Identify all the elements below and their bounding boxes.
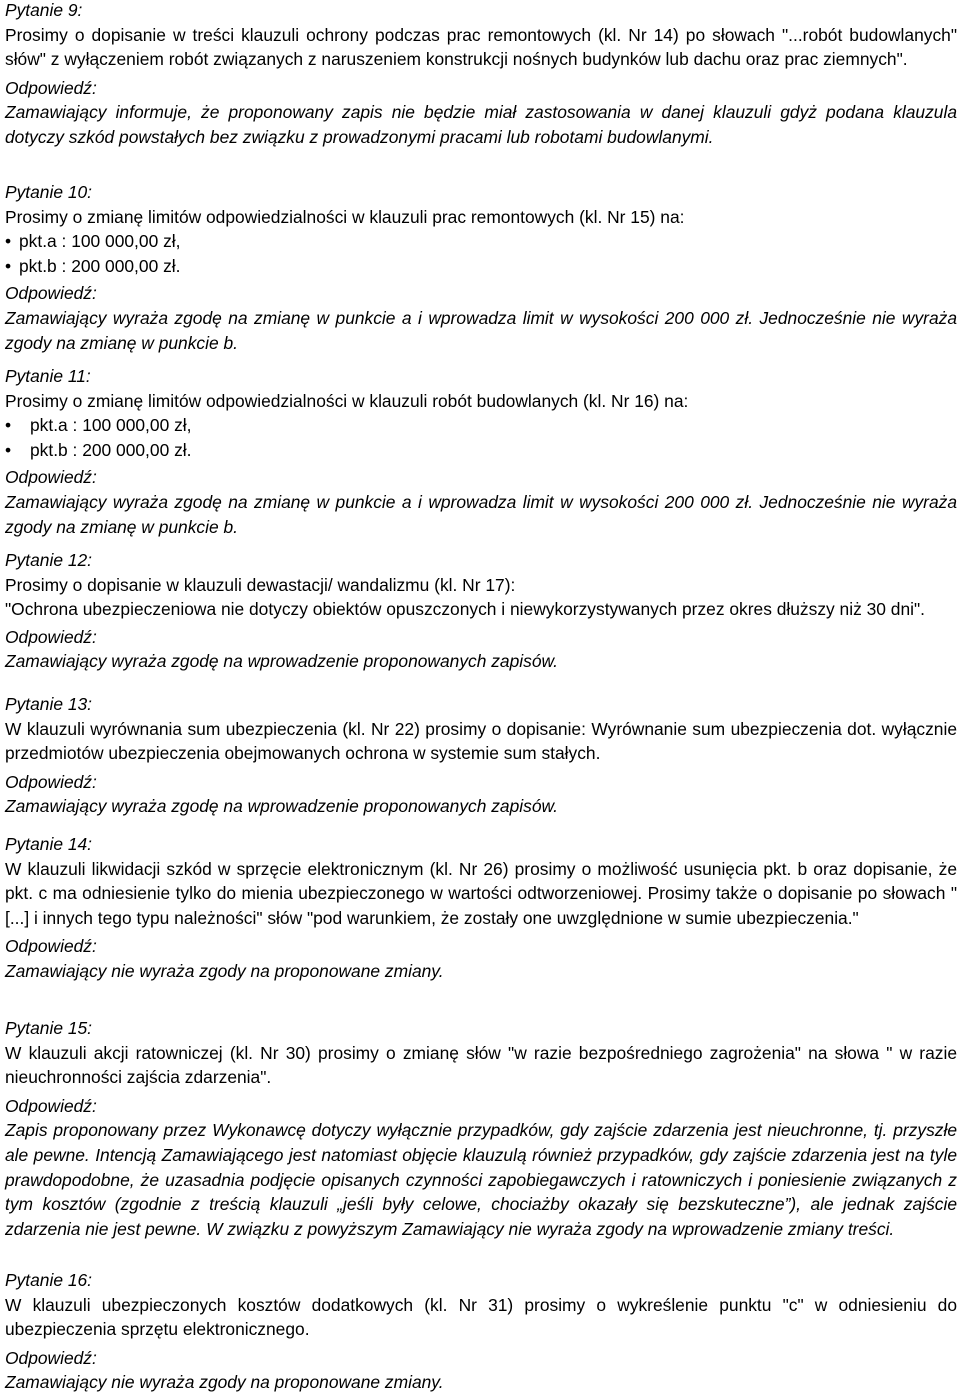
answer-label: Odpowiedź:: [5, 1095, 97, 1116]
answer-label: Odpowiedź:: [5, 771, 97, 792]
answer-text: Zamawiający nie wyraża zgody na proponowane zmiany.: [5, 960, 444, 981]
question-10: [5, 180, 957, 355]
question-13: [5, 692, 957, 819]
question-title: Pytanie 15:: [5, 1018, 93, 1038]
answer-label: Odpowiedź:: [5, 1347, 97, 1368]
answer-text: Zamawiający wyraża zgodę na wprowadzenie proponowanych zapisów.: [5, 651, 558, 672]
question-text: W klauzuli wyrównania sum ubezpieczenia (kl. Nr 22) prosimy o dopisanie: Wyrównanie sum ubezpieczenia dot. wyłącznie przedmiotów ubezpieczenia obejmowanych ochrona w systemie sum stałych.: [5, 718, 957, 764]
question-title: Pytanie 13:: [5, 694, 93, 714]
answer-label: Odpowiedź:: [5, 936, 97, 957]
limits-list: [5, 413, 957, 462]
question-11: [5, 364, 957, 539]
list-item: • pkt.a : 100 000,00 zł,: [5, 229, 957, 254]
question-14: [5, 832, 957, 984]
question-title: Pytanie 12:: [5, 550, 93, 570]
answer-text: Zamawiający nie wyraża zgody na proponowane zmiany.: [5, 1372, 444, 1393]
answer-label: Odpowiedź:: [5, 626, 97, 647]
list-item: • pkt.b : 200 000,00 zł.: [5, 438, 957, 463]
question-title: Pytanie 14:: [5, 834, 93, 854]
question-text: Prosimy o dopisanie w treści klauzuli ochrony podczas prac remontowych (kl. Nr 14) po słowach "...robót budowlanych" słów" z wyłączeniem robót związanych z naruszeniem konstrukcji nośnych budynków lub dachu oraz prac ziemnych".: [5, 24, 957, 70]
question-title: Pytanie 9:: [5, 0, 83, 20]
answer-label: Odpowiedź:: [5, 283, 97, 304]
question-9: [5, 0, 957, 150]
question-text: W klauzuli ubezpieczonych kosztów dodatkowych (kl. Nr 31) prosimy o wykreślenie punktu "c" w odniesieniu do ubezpieczenia sprzętu elektronicznego.: [5, 1294, 957, 1340]
answer-text: Zamawiający wyraża zgodę na zmianę w punkcie a i wprowadza limit w wysokości 200 000 zł. Jednocześnie nie wyraża zgody na zmianę w punkcie b.: [5, 307, 957, 353]
list-item: • pkt.b : 200 000,00 zł.: [5, 254, 957, 279]
list-item: • pkt.a : 100 000,00 zł,: [5, 413, 957, 438]
question-title: Pytanie 10:: [5, 182, 93, 202]
question-12: [5, 548, 957, 674]
answer-text: Zamawiający wyraża zgodę na zmianę w punkcie a i wprowadza limit w wysokości 200 000 zł. Jednocześnie nie wyraża zgody na zmianę w punkcie b.: [5, 491, 957, 537]
limits-list: [5, 229, 957, 278]
question-title: Pytanie 11:: [5, 366, 91, 386]
question-text: Prosimy o dopisanie w klauzuli dewastacji/ wandalizmu (kl. Nr 17):: [5, 574, 516, 595]
question-16: [5, 1268, 957, 1395]
answer-text: Zamawiający wyraża zgodę na wprowadzenie proponowanych zapisów.: [5, 796, 558, 817]
question-text: W klauzuli likwidacji szkód w sprzęcie elektronicznym (kl. Nr 26) prosimy o możliwość usunięcia pkt. b oraz dopisanie, że pkt. c ma odniesienie tylko do mienia ubezpieczonego w wartości odtworzeniowej. Prosimy także o dopisanie po słowach " [...] i innych tego typu należności" słów "pod warunkiem, że zostały one uwzględnione w sumie ubezpieczenia.": [5, 858, 957, 928]
answer-text: Zamawiający informuje, że proponowany zapis nie będzie miał zastosowania w danej klauzuli gdyż podana klauzula dotyczy szkód powstałych bez związku z prowadzonymi pracami lub robotami budowlanymi.: [5, 102, 957, 147]
question-text-quote: "Ochrona ubezpieczeniowa nie dotyczy obiektów opuszczonych i niewykorzystywanych przez okres dłuższy niż 30 dni".: [5, 599, 925, 620]
question-text: Prosimy o zmianę limitów odpowiedzialności w klauzuli prac remontowych (kl. Nr 15) na:: [5, 206, 685, 227]
answer-label: Odpowiedź:: [5, 467, 97, 488]
question-text: Prosimy o zmianę limitów odpowiedzialności w klauzuli robót budowlanych (kl. Nr 16) na:: [5, 390, 689, 411]
answer-text: Zapis proponowany przez Wykonawcę dotyczy wyłącznie przypadków, gdy zajście zdarzenia jest nieuchronne, tj. przyszłe ale pewne. Intencją Zamawiającego jest natomiast objęcie klauzulą również przypadków, gdy zajście zdarzenia jest na tyle prawdopodobne, że uzasadnia podjęcie opisanych czynności zapobiegawczych i ratowniczych i poniesienie związanych z tym kosztów (zgodnie z treścią klauzuli „jeśli były celowe, chociażby okazały się bezskuteczne”), ale jednak zajście zdarzenia nie jest pewne. W związku z powyższym Zamawiający nie wyraża zgody na wprowadzenie zmiany treści.: [5, 1120, 957, 1239]
question-text: W klauzuli akcji ratowniczej (kl. Nr 30) prosimy o zmianę słów "w razie bezpośredniego zagrożenia" na słowa " w razie nieuchronności zajścia zdarzenia".: [5, 1042, 957, 1088]
question-15: [5, 1016, 957, 1241]
question-title: Pytanie 16:: [5, 1270, 93, 1290]
answer-label: Odpowiedź:: [5, 77, 97, 98]
